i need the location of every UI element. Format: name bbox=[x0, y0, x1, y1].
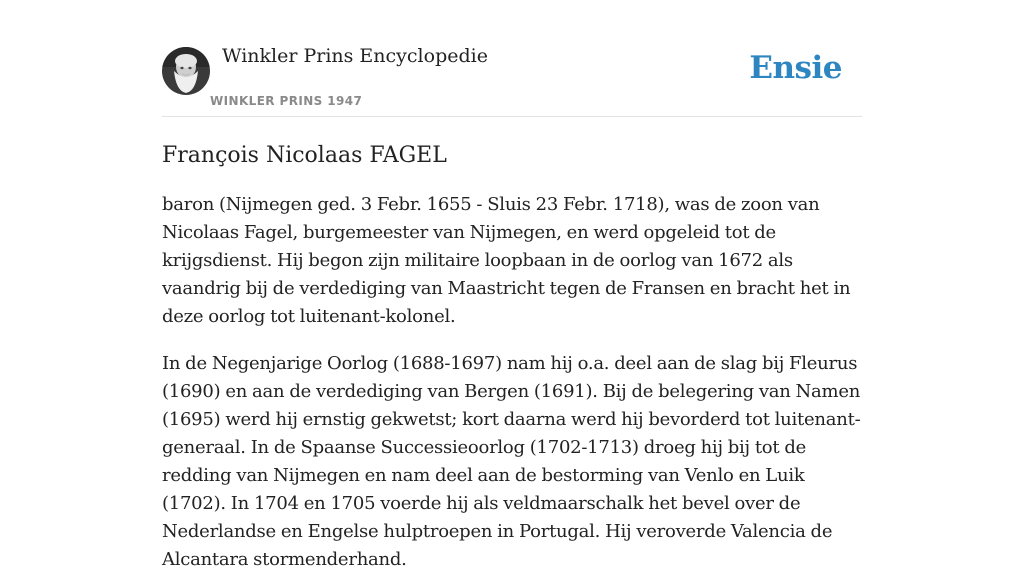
page bbox=[162, 0, 862, 574]
brand-logo[interactable]: Ensie bbox=[749, 50, 842, 86]
article-title: François Nicolaas FAGEL bbox=[162, 143, 447, 168]
bearded-man-portrait-icon bbox=[162, 47, 210, 95]
avatar[interactable] bbox=[162, 47, 210, 95]
source-title[interactable]: Winkler Prins Encyclopedie bbox=[222, 45, 488, 67]
header bbox=[162, 0, 862, 117]
article-paragraph-2: In de Negenjarige Oorlog (1688-1697) nam hij o.a. deel aan de slag bij Fleurus (1690) en aan de verdediging van Bergen (1691). Bij de belegering van Namen (1695) werd hij ernstig gekwetst; kort daarna werd hij bevorderd tot luitenant-generaal. In de Spaanse Successieoorlog (1702-1713) droeg hij bij tot de redding van Nijmegen en nam deel aan de bestorming van Venlo en Luik (1702). In 1704 en 1705 voerde hij als veldmaarschalk het bevel over de Nederlandse en Engelse hulptroepen in Portugal. Hij veroverde Valencia de Alcantara stormenderhand. bbox=[162, 353, 861, 570]
source-subtitle[interactable]: WINKLER PRINS 1947 bbox=[210, 94, 363, 108]
article-paragraph-1: baron (Nijmegen ged. 3 Febr. 1655 - Sluis 23 Febr. 1718), was de zoon van Nicolaas Fagel, burgemeester van Nijmegen, en werd opgeleid tot de krijgsdienst. Hij begon zijn militaire loopbaan in de oorlog van 1672 als vaandrig bij de verdediging van Maastricht tegen de Fransen en bracht het in deze oorlog tot luitenant-kolonel. bbox=[162, 194, 851, 327]
